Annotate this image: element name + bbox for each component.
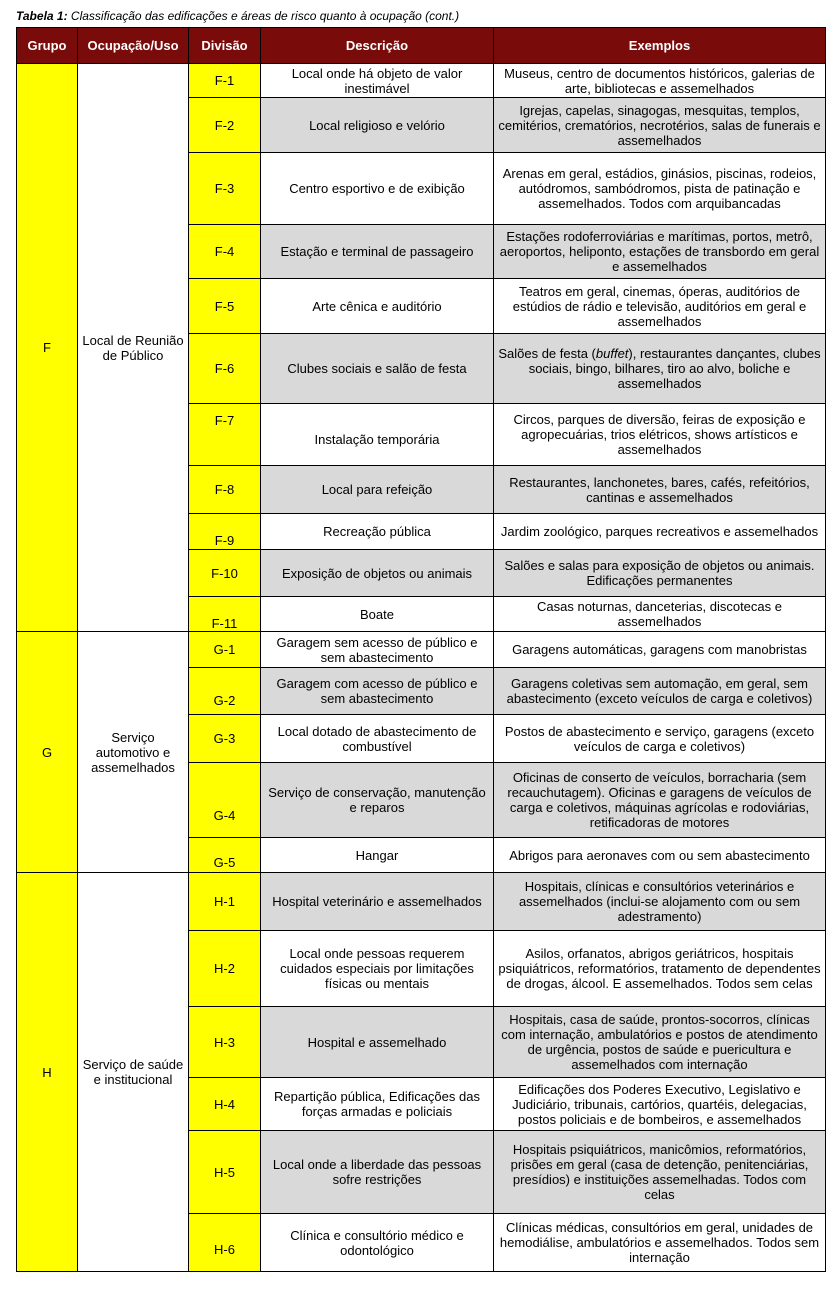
- division-label: F-11: [211, 615, 238, 631]
- examples-cell: Hospitais psiquiátricos, manicômios, reformatórios, prisões em geral (casa de detenção, penitenciárias, presídios) e instituições assemelhadas. Todos com celas: [494, 1131, 826, 1214]
- examples-cell: [494, 334, 826, 404]
- examples-text-post: ), restaurantes dançantes, clubes sociais, bingo, bilhares, tiro ao alvo, boliche e assemelhados: [528, 346, 821, 391]
- description-cell: Clubes sociais e salão de festa: [261, 334, 494, 404]
- occupation-cell: Serviço automotivo e assemelhados: [78, 632, 189, 873]
- examples-cell: Salões e salas para exposição de objetos ou animais. Edificações permanentes: [494, 550, 826, 597]
- examples-cell: Jardim zoológico, parques recreativos e assemelhados: [494, 514, 826, 550]
- examples-cell: Postos de abastecimento e serviço, garagens (exceto veículos de carga e coletivos): [494, 715, 826, 763]
- description-cell: Arte cênica e auditório: [261, 279, 494, 334]
- examples-cell: Hospitais, casa de saúde, prontos-socorros, clínicas com internação, ambulatórios e postos de atendimento de urgência, postos de saúde e puericultura e assemelhados com internação: [494, 1007, 826, 1078]
- division-label: F-7: [214, 413, 235, 428]
- division-cell: H-3: [189, 1007, 261, 1078]
- description-cell: Local dotado de abastecimento de combustível: [261, 715, 494, 763]
- examples-cell: Garagens automáticas, garagens com manobristas: [494, 632, 826, 668]
- group-cell: F: [17, 64, 78, 632]
- description-cell: Boate: [261, 597, 494, 632]
- division-cell: F-1: [189, 64, 261, 98]
- description-cell: [261, 404, 494, 466]
- division-cell: H-4: [189, 1078, 261, 1131]
- examples-cell: Abrigos para aeronaves com ou sem abastecimento: [494, 838, 826, 873]
- classification-table: [16, 27, 826, 1272]
- examples-cell: Igrejas, capelas, sinagogas, mesquitas, templos, cemitérios, crematórios, necrotérios, salas de funerais e assemelhados: [494, 98, 826, 153]
- description-cell: Hospital veterinário e assemelhados: [261, 873, 494, 931]
- group-cell: G: [17, 632, 78, 873]
- division-cell: F-10: [189, 550, 261, 597]
- table-caption: [16, 9, 459, 23]
- division-cell: [189, 514, 261, 550]
- group-cell: H: [17, 873, 78, 1272]
- description-cell: Clínica e consultório médico e odontológico: [261, 1214, 494, 1272]
- header-divisao: Divisão: [189, 28, 261, 64]
- description-cell: Garagem com acesso de público e sem abastecimento: [261, 668, 494, 715]
- examples-cell: Teatros em geral, cinemas, óperas, auditórios de estúdios de rádio e televisão, auditórios em geral e assemelhados: [494, 279, 826, 334]
- division-cell: [189, 1214, 261, 1272]
- header-descricao: Descrição: [261, 28, 494, 64]
- table-row: [17, 632, 826, 668]
- description-cell: Local onde há objeto de valor inestimável: [261, 64, 494, 98]
- description-cell: Local para refeição: [261, 466, 494, 514]
- occupation-cell: Serviço de saúde e institucional: [78, 873, 189, 1272]
- description-cell: Serviço de conservação, manutenção e reparos: [261, 763, 494, 838]
- header-grupo: Grupo: [17, 28, 78, 64]
- division-cell: H-5: [189, 1131, 261, 1214]
- division-cell: H-2: [189, 931, 261, 1007]
- description-cell: Garagem sem acesso de público e sem abastecimento: [261, 632, 494, 668]
- division-cell: F-4: [189, 225, 261, 279]
- examples-cell: Oficinas de conserto de veículos, borracharia (sem recauchutagem). Oficinas e garagens de veículos de carga e coletivos, máquinas agrícolas e rodoviárias, retificadoras de motores: [494, 763, 826, 838]
- division-label: H-6: [214, 1242, 235, 1257]
- occupation-cell: Local de Reunião de Público: [78, 64, 189, 632]
- division-cell: [189, 404, 261, 466]
- description-cell: Repartição pública, Edificações das forças armadas e policiais: [261, 1078, 494, 1131]
- description-cell: Exposição de objetos ou animais: [261, 550, 494, 597]
- division-label: F-9: [214, 533, 235, 548]
- examples-text-pre: Salões de festa (: [498, 346, 596, 361]
- division-label: G-2: [213, 692, 236, 708]
- division-cell: F-3: [189, 153, 261, 225]
- examples-cell: Arenas em geral, estádios, ginásios, piscinas, rodeios, autódromos, sambódromos, pista de patinação e assemelhados. Todos com arquibancadas: [494, 153, 826, 225]
- examples-cell: Clínicas médicas, consultórios em geral, unidades de hemodiálise, ambulatórios e assemelhados. Todos sem internação: [494, 1214, 826, 1272]
- division-cell: H-1: [189, 873, 261, 931]
- caption-text: Classificação das edificações e áreas de risco quanto à ocupação (cont.): [67, 9, 460, 23]
- division-cell: G-3: [189, 715, 261, 763]
- description-label: Instalação temporária: [314, 432, 440, 447]
- table-row: [17, 64, 826, 98]
- division-cell: F-8: [189, 466, 261, 514]
- division-cell: [189, 838, 261, 873]
- header-exemplos: Exemplos: [494, 28, 826, 64]
- examples-cell: Hospitais, clínicas e consultórios veterinários e assemelhados (inclui-se alojamento com ou sem adestramento): [494, 873, 826, 931]
- description-cell: Estação e terminal de passageiro: [261, 225, 494, 279]
- division-cell: [189, 668, 261, 715]
- examples-cell: Casas noturnas, danceterias, discotecas e assemelhados: [494, 597, 826, 632]
- caption-label: Tabela 1:: [16, 9, 68, 23]
- examples-cell: Asilos, orfanatos, abrigos geriátricos, hospitais psiquiátricos, reformatórios, tratamento de dependentes de drogas, álcool. E assemelhados. Todos sem celas: [494, 931, 826, 1007]
- description-cell: Local onde pessoas requerem cuidados especiais por limitações físicas ou mentais: [261, 931, 494, 1007]
- table-row: [17, 873, 826, 931]
- header-row: [17, 28, 826, 64]
- description-cell: Hangar: [261, 838, 494, 873]
- header-ocupacao: Ocupação/Uso: [78, 28, 189, 64]
- division-cell: F-5: [189, 279, 261, 334]
- division-label: G-5: [213, 854, 236, 870]
- description-cell: Recreação pública: [261, 514, 494, 550]
- description-cell: Hospital e assemelhado: [261, 1007, 494, 1078]
- division-cell: F-2: [189, 98, 261, 153]
- division-cell: [189, 597, 261, 632]
- examples-cell: Estações rodoferroviárias e marítimas, portos, metrô, aeroportos, heliponto, estações de transbordo em geral e assemelhados: [494, 225, 826, 279]
- examples-text-em: buffet: [595, 346, 629, 361]
- division-cell: G-1: [189, 632, 261, 668]
- examples-cell: Museus, centro de documentos históricos, galerias de arte, bibliotecas e assemelhados: [494, 64, 826, 98]
- division-label: G-4: [213, 807, 236, 823]
- examples-cell: Circos, parques de diversão, feiras de exposição e agropecuárias, trios elétricos, shows artísticos e assemelhados: [494, 404, 826, 466]
- examples-cell: Garagens coletivas sem automação, em geral, sem abastecimento (exceto veículos de carga e coletivos): [494, 668, 826, 715]
- description-cell: Local onde a liberdade das pessoas sofre restrições: [261, 1131, 494, 1214]
- division-cell: F-6: [189, 334, 261, 404]
- examples-cell: Restaurantes, lanchonetes, bares, cafés, refeitórios, cantinas e assemelhados: [494, 466, 826, 514]
- division-cell: [189, 763, 261, 838]
- examples-cell: Edificações dos Poderes Executivo, Legislativo e Judiciário, tribunais, cartórios, quartéis, delegacias, postos policiais e de bombeiros, e assemelhados: [494, 1078, 826, 1131]
- description-cell: Centro esportivo e de exibição: [261, 153, 494, 225]
- description-cell: Local religioso e velório: [261, 98, 494, 153]
